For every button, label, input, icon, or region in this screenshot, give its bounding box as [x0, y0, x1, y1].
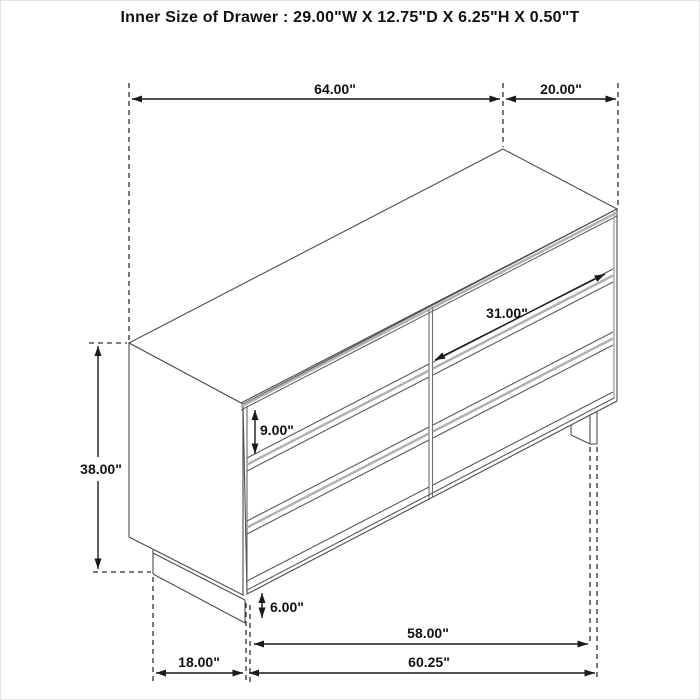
label-drawer-height: 9.00" [260, 422, 294, 438]
label-overall-height: 38.00" [80, 461, 122, 477]
label-base-overall-width: 60.25" [408, 654, 450, 670]
label-base-front-width: 58.00" [407, 625, 449, 641]
page-title: Inner Size of Drawer : 29.00"W X 12.75"D X 6.25"H X 0.50"T [120, 9, 580, 26]
label-drawer-width: 31.00" [486, 305, 528, 321]
label-overall-depth: 20.00" [540, 81, 582, 97]
dresser-drawing [129, 149, 617, 623]
dresser-dimension-drawing [1, 1, 700, 700]
label-overall-width: 64.00" [314, 81, 356, 97]
label-base-depth: 18.00" [178, 654, 220, 670]
label-base-height: 6.00" [270, 599, 304, 615]
